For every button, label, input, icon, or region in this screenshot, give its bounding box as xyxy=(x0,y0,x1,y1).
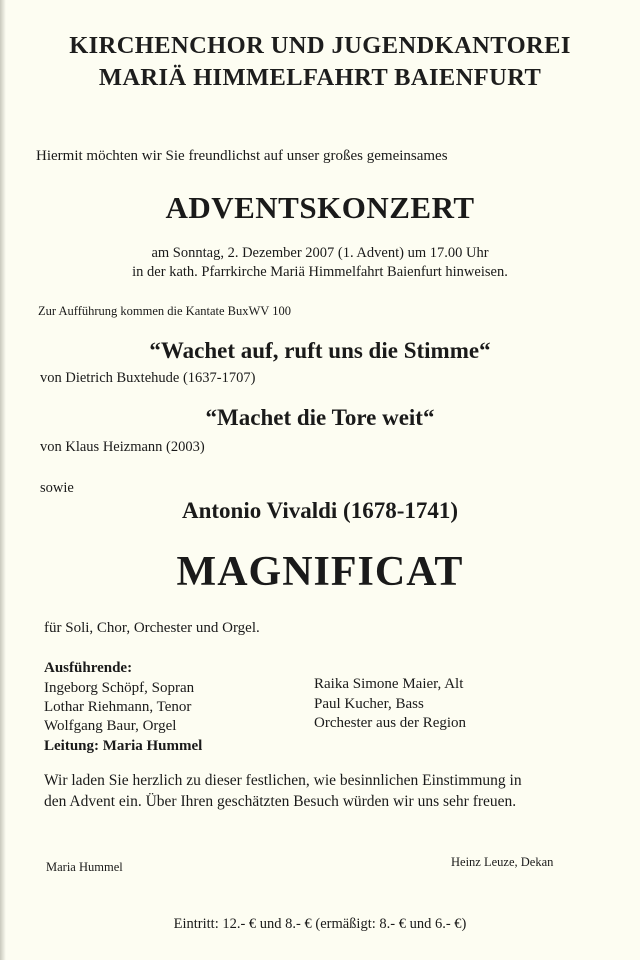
header-line-1: KIRCHENCHOR UND JUGENDKANTOREI xyxy=(69,32,571,59)
performer-right-2: Paul Kucher, Bass xyxy=(314,696,424,712)
main-work-title: MAGNIFICAT xyxy=(176,549,464,595)
performer-left-2: Lothar Riehmann, Tenor xyxy=(44,699,192,715)
date-line: am Sonntag, 2. Dezember 2007 (1. Advent) um 17.00 Uhr xyxy=(151,245,489,261)
performer-left-1: Ingeborg Schöpf, Sopran xyxy=(44,680,195,696)
sowie-text: sowie xyxy=(40,480,74,496)
performer-right-1: Raika Simone Maier, Alt xyxy=(314,676,464,692)
invitation-line-1: Wir laden Sie herzlich zu dieser festlichen, wie besinnlichen Einstimmung in xyxy=(44,772,522,789)
header-line-2: MARIÄ HIMMELFAHRT BAIENFURT xyxy=(98,64,542,91)
performers-heading: Ausführende: xyxy=(44,660,133,676)
main-composer: Antonio Vivaldi (1678-1741) xyxy=(181,498,459,523)
work1-title: “Wachet auf, ruft uns die Stimme“ xyxy=(149,338,491,363)
event-title: ADVENTSKONZERT xyxy=(165,190,475,225)
work1-composer: von Dietrich Buxtehude (1637-1707) xyxy=(40,370,256,386)
leitung-line: Leitung: Maria Hummel xyxy=(44,738,203,754)
performance-intro: Zur Aufführung kommen die Kantate BuxWV 100 xyxy=(38,304,291,318)
intro-text: Hiermit möchten wir Sie freundlichst auf unser großes gemeinsames xyxy=(36,148,448,164)
signature-left: Maria Hummel xyxy=(46,860,123,874)
performer-right-3: Orchester aus der Region xyxy=(314,715,467,731)
scoring-line: für Soli, Chor, Orchester und Orgel. xyxy=(44,620,260,636)
location-line: in der kath. Pfarrkirche Mariä Himmelfahrt Baienfurt hinweisen. xyxy=(132,264,508,280)
invitation-line-2: den Advent ein. Über Ihren geschätzten Besuch würden wir uns sehr freuen. xyxy=(44,793,517,810)
signature-right: Heinz Leuze, Dekan xyxy=(451,855,554,869)
performer-left-3: Wolfgang Baur, Orgel xyxy=(44,718,177,734)
paper-edge xyxy=(0,0,6,960)
admission-line: Eintritt: 12.- € und 8.- € (ermäßigt: 8.- € und 6.- €) xyxy=(173,916,467,932)
work2-title: “Machet die Tore weit“ xyxy=(205,405,435,430)
work2-composer: von Klaus Heizmann (2003) xyxy=(40,439,205,455)
